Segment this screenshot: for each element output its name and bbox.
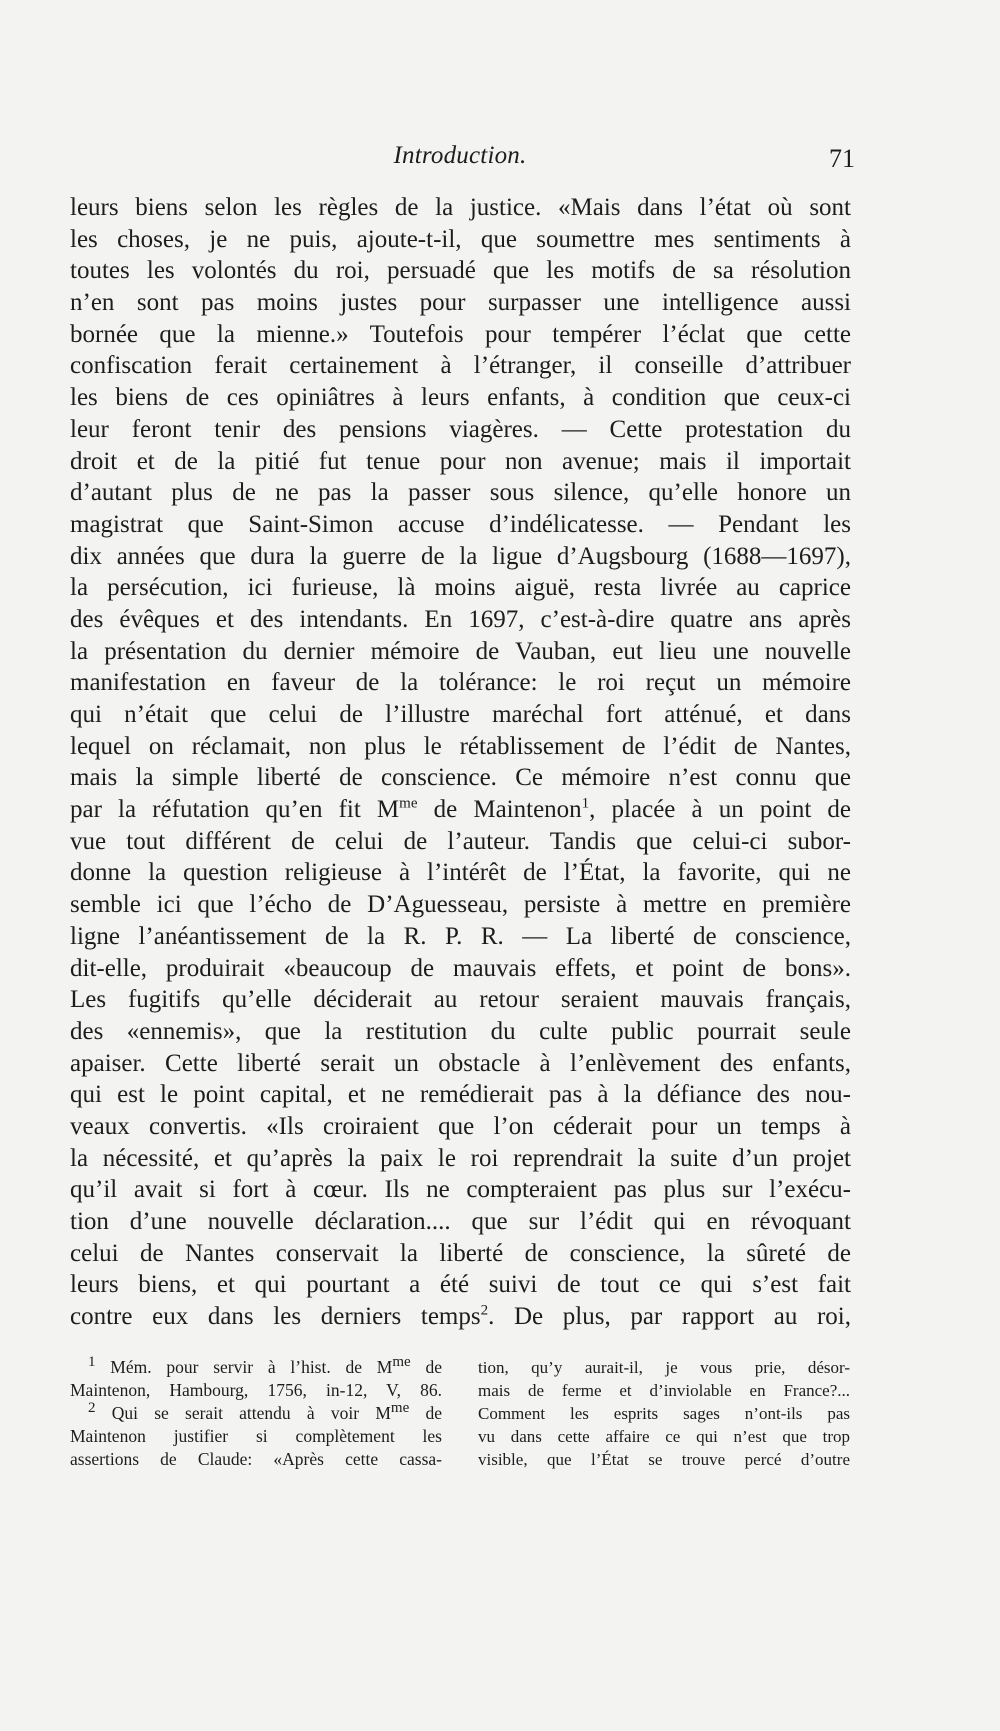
text-line: leur feront tenir des pensions viagères. — Cette protestation du xyxy=(70,415,851,443)
text-line: manifestation en faveur de la tolérance: le roi reçut un mémoire xyxy=(70,669,851,697)
footnote-line: Maintenon justifier si complètement les xyxy=(70,1426,442,1446)
text-line: mais la simple liberté de conscience. Ce mémoire n’est connu que xyxy=(70,764,851,792)
text-line: la nécessité, et qu’après la paix le roi reprendrait la suite d’un projet xyxy=(70,1144,851,1172)
text-line: celui de Nantes conservait la liberté de conscience, la sûreté de xyxy=(70,1239,851,1267)
footnote-line: Maintenon, Hambourg, 1756, in-12, V, 86. xyxy=(70,1380,442,1400)
footnotes-right-column xyxy=(478,1356,850,1471)
text-line: dit-elle, produirait «beaucoup de mauvais effets, et point de bons». xyxy=(70,954,851,982)
text-line: toutes les volontés du roi, persuadé que les motifs de sa résolution xyxy=(70,257,851,285)
footnotes xyxy=(70,1356,850,1471)
text-line: la persécution, ici furieuse, là moins aiguë, resta livrée au caprice xyxy=(70,574,851,602)
footnote-line: visible, que l’État se trouve percé d’outre xyxy=(478,1450,850,1469)
text-line: les biens de ces opiniâtres à leurs enfants, à condition que ceux-ci xyxy=(70,384,851,412)
text-line: n’en sont pas moins justes pour surpasser une intelligence aussi xyxy=(70,289,851,317)
text-line: qu’il avait si fort à cœur. Ils ne compteraient pas plus sur l’exécu- xyxy=(70,1176,851,1204)
text-line: d’autant plus de ne pas la passer sous silence, qu’elle honore un xyxy=(70,479,851,507)
text-line: veaux convertis. «Ils croiraient que l’on céderait pour un temps à xyxy=(70,1112,851,1140)
text-line: dix années que dura la guerre de la ligue d’Augsbourg (1688—1697), xyxy=(70,542,851,570)
text-line: qui n’était que celui de l’illustre maréchal fort atténué, et dans xyxy=(70,701,851,728)
text-line: Les fugitifs qu’elle déciderait au retour seraient mauvais français, xyxy=(70,986,851,1014)
footnotes-left-column xyxy=(70,1356,442,1471)
footnote-line: vu dans cette affaire ce qui n’est que trop xyxy=(478,1427,850,1446)
text-line: apaiser. Cette liberté serait un obstacle à l’enlèvement des enfants, xyxy=(70,1049,851,1077)
page-number: 71 xyxy=(829,144,855,173)
text-line: par la réfutation qu’en fit $M^{me}$ de Maintenon$^1$, placée à un point de xyxy=(70,795,851,824)
text-line: leurs biens, et qui pourtant a été suivi de tout ce qui s’est fait xyxy=(70,1271,851,1299)
footnote-line: assertions de Claude: «Après cette cassa- xyxy=(70,1449,442,1469)
text-line: leurs biens selon les règles de la justice. «Mais dans l’état où sont xyxy=(70,194,851,221)
text-line: bornée que la mienne.» Toutefois pour tempérer l’éclat que cette xyxy=(70,320,851,348)
main-text xyxy=(70,192,851,1333)
text-line: lequel on réclamait, non plus le rétablissement de l’édit de Nantes, xyxy=(70,732,851,760)
text-line: la présentation du dernier mémoire de Vauban, eut lieu une nouvelle xyxy=(70,637,851,665)
text-line: confiscation ferait certainement à l’étranger, il conseille d’attribuer xyxy=(70,352,851,380)
text-line: vue tout différent de celui de l’auteur. Tandis que celui-ci subor- xyxy=(70,827,851,855)
page-header xyxy=(70,142,855,182)
text-line: les choses, je ne puis, ajoute-t-il, que soumettre mes sentiments à xyxy=(70,225,851,253)
footnote-line: $^1$ Mém. pour servir à l’hist. de $M^{me}$ de xyxy=(88,1356,442,1377)
text-line: ligne l’anéantissement de la R. P. R. — La liberté de conscience, xyxy=(70,922,851,950)
text-line: semble ici que l’écho de D’Aguesseau, persiste à mettre en première xyxy=(70,891,851,919)
text-line: qui est le point capital, et ne remédierait pas à la défiance des nou- xyxy=(70,1081,851,1109)
footnote-line: $^2$ Qui se serait attendu à voir $M^{me}$ de xyxy=(88,1402,442,1423)
text-line: magistrat que Saint-Simon accuse d’indélicatesse. — Pendant les xyxy=(70,510,851,538)
footnote-line: mais de ferme et d’inviolable en France?... xyxy=(478,1381,850,1400)
text-line: des évêques et des intendants. En 1697, c’est-à-dire quatre ans après xyxy=(70,605,851,633)
text-line: des «ennemis», que la restitution du culte public pourrait seule xyxy=(70,1017,851,1045)
footnote-line: Comment les esprits sages n’ont-ils pas xyxy=(478,1404,850,1423)
text-line: tion d’une nouvelle déclaration.... que sur l’édit qui en révoquant xyxy=(70,1208,851,1235)
running-title: Introduction. xyxy=(393,142,527,169)
text-line: droit et de la pitié fut tenue pour non avenue; mais il importait xyxy=(70,447,851,475)
text-line: contre eux dans les derniers temps$^2$. De plus, par rapport au roi, xyxy=(70,1302,851,1331)
footnote-line: tion, qu’y aurait-il, je vous prie, désor- xyxy=(478,1358,850,1377)
text-line: donne la question religieuse à l’intérêt de l’État, la favorite, qui ne xyxy=(70,859,851,887)
